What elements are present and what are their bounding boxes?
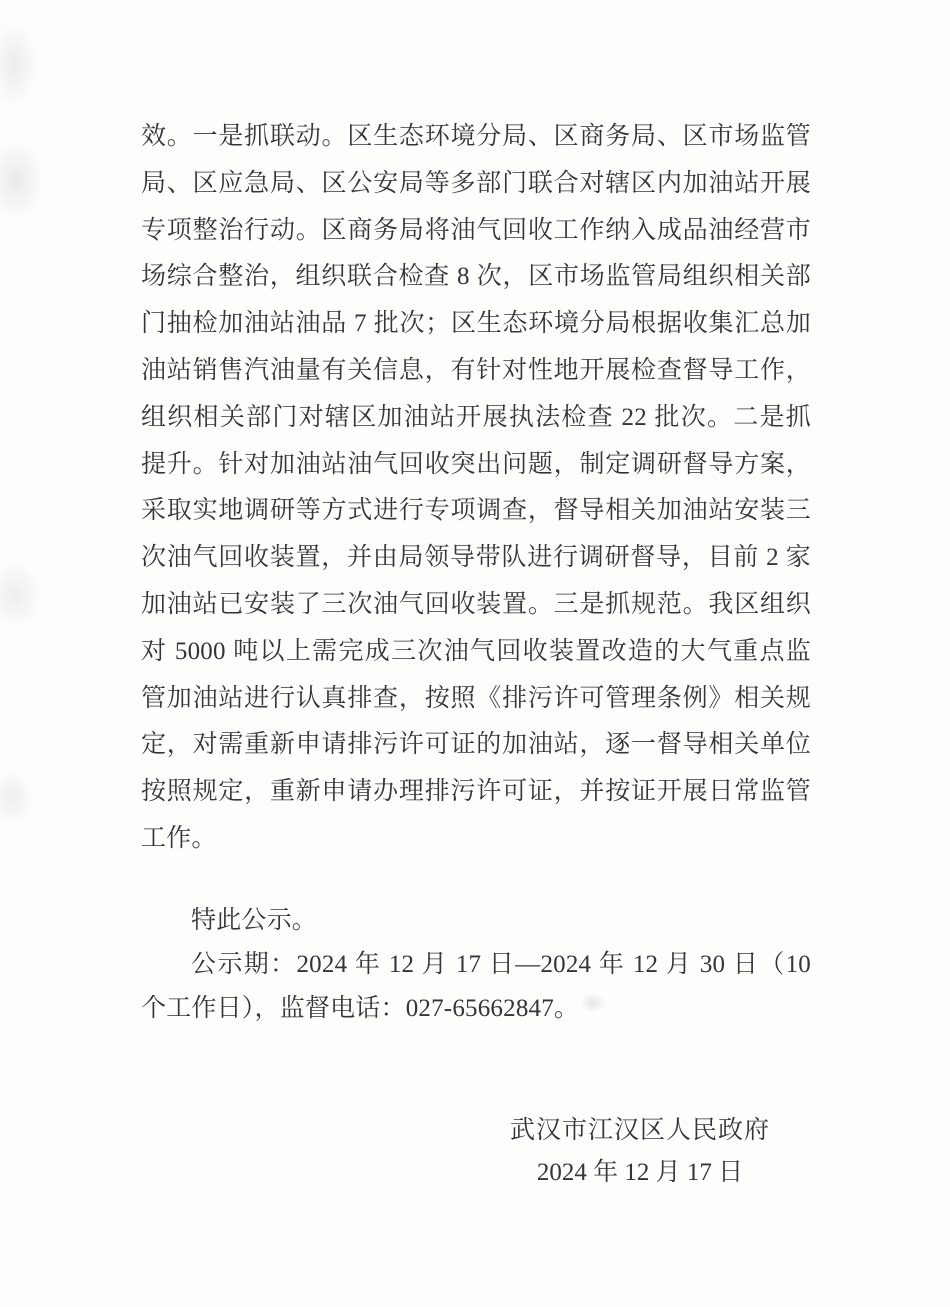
signature-date: 2024 年 12 月 17 日 [536,1159,744,1186]
scan-artifact [0,770,34,826]
publicity-period-line-1: 公示期：2024 年 12 月 17 日—2024 年 12 月 30 日（10 [191,951,811,978]
body-line: 采取实地调研等方式进行专项调查，督导相关加油站安装三 [141,497,811,525]
body-line: 对 5000 吨以上需完成三次油气回收装置改造的大气重点监 [141,637,811,665]
publicity-period-line-2: 个工作日），监督电话：027-65662847。 [141,995,580,1022]
body-line: 专项整治行动。区商务局将油气回收工作纳入成品油经营市 [141,216,811,244]
body-line: 加油站已安装了三次油气回收装置。三是抓规范。我区组织 [141,590,811,618]
scan-artifact [0,20,38,110]
body-line: 局、区应急局、区公安局等多部门联合对辖区内加油站开展 [141,169,811,197]
scan-artifact [0,560,42,630]
signature-block [450,1110,830,1194]
body-line: 油站销售汽油量有关信息，有针对性地开展检查督导工作， [141,356,811,384]
scan-artifact [0,140,44,220]
body-line: 次油气回收装置，并由局领导带队进行调研督导，目前 2 家 [141,544,811,572]
body-line: 定，对需重新申请排污许可证的加油站，逐一督导相关单位 [141,731,811,759]
body-line: 管加油站进行认真排查，按照《排污许可管理条例》相关规 [141,684,811,712]
issuer-name: 武汉市江汉区人民政府 [509,1117,770,1144]
body-paragraph [141,114,811,863]
body-line: 场综合整治，组织联合检查 8 次，区市场监管局组织相关部 [141,263,811,291]
body-line: 门抽检加油站油品 7 批次；区生态环境分局根据收集汇总加 [141,310,811,338]
closing-section [141,900,811,1032]
body-line: 提升。针对加油站油气回收突出问题，制定调研督导方案， [141,450,811,478]
body-line: 组织相关部门对辖区加油站开展执法检查 22 批次。二是抓 [141,403,811,431]
body-line: 效。一是抓联动。区生态环境分局、区商务局、区市场监管 [141,123,811,150]
closing-statement: 特此公示。 [191,907,318,934]
body-line: 工作。 [141,824,217,852]
body-line: 按照规定，重新申请办理排污许可证，并按证开展日常监管 [141,778,811,806]
